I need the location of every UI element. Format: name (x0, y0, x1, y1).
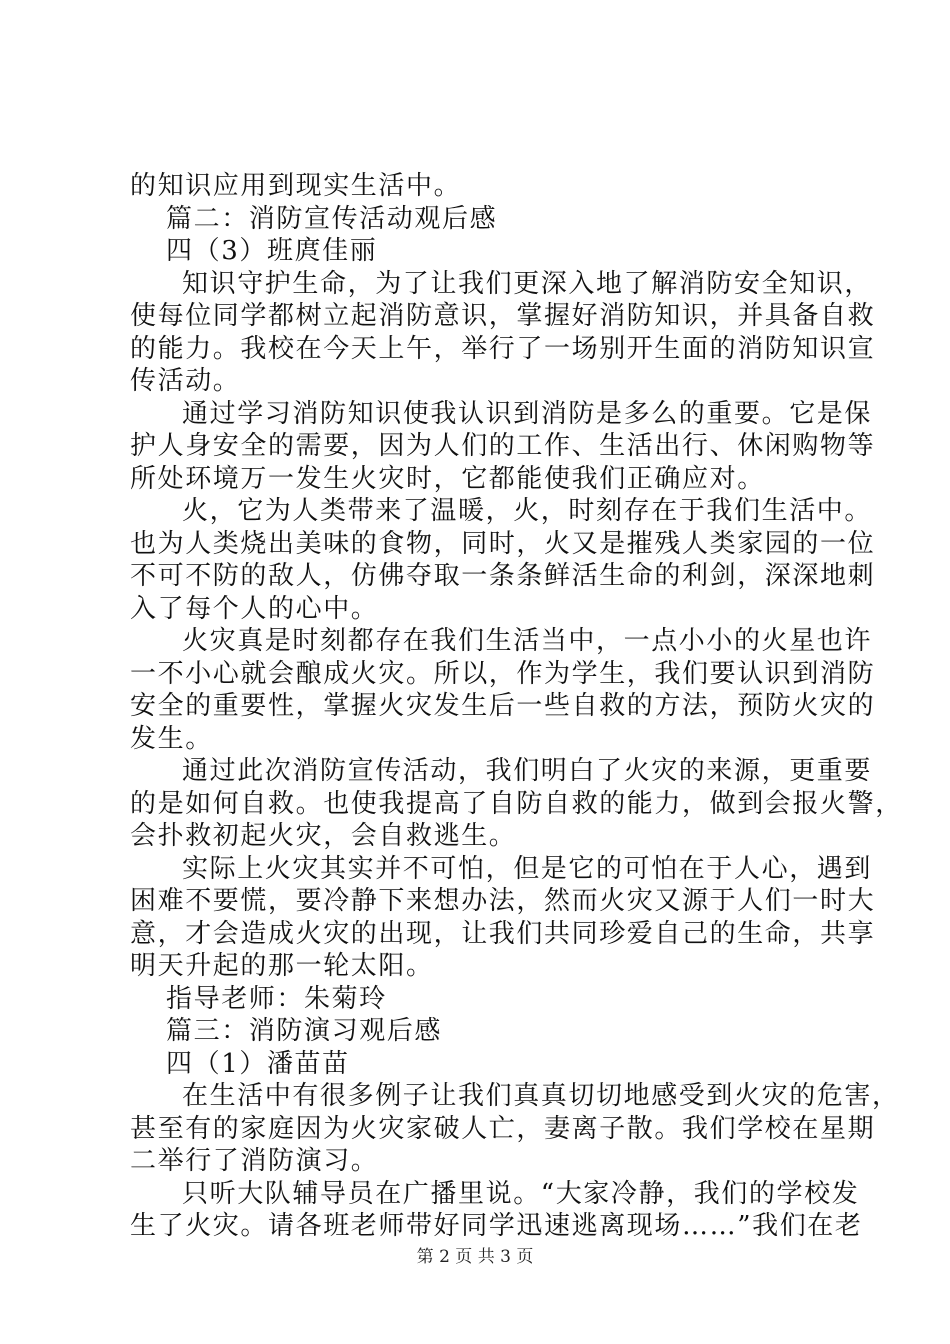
text-line: 也为人类烧出美味的食物，同时，火又是摧残人类家园的一位 (130, 528, 876, 559)
text-line: 四（1）潘苗苗 (166, 1048, 350, 1079)
text-line: 的能力。我校在今天上午，举行了一场别开生面的消防知识宣 (130, 333, 876, 364)
text-line: 通过此次消防宣传活动，我们明白了火灾的来源，更重要 (182, 756, 873, 786)
text-line: 意，才会造成火灾的出现，让我们共同珍爱自己的生命，共享 (130, 918, 876, 949)
text-line: 使每位同学都树立起消防意识，掌握好消防知识，并具备自救 (130, 301, 876, 331)
text-line: 生了火灾。请各班老师带好同学迅速逃离现场……”我们在老 (130, 1211, 863, 1241)
text-line: 实际上火灾其实并不可怕，但是它的可怕在于人心，遇到 (182, 853, 873, 884)
text-line: 篇二：消防宣传活动观后感 (166, 203, 498, 234)
text-line: 火灾真是时刻都存在我们生活当中，一点小小的火星也许 (182, 626, 873, 656)
document-body (130, 170, 903, 1243)
text-line: 四（3）班庹佳丽 (166, 236, 378, 266)
page-footer: 第 2 页 共 3 页 (416, 1247, 534, 1267)
text-line: 只听大队辅导员在广播里说。“大家冷静，我们的学校发 (182, 1178, 860, 1209)
text-line: 安全的重要性，掌握火灾发生后一些自救的方法，预防火灾的 (130, 691, 876, 721)
text-line: 火，它为人类带来了温暖，火，时刻存在于我们生活中。 (182, 496, 873, 526)
text-line: 指导老师：朱菊玲 (166, 983, 387, 1014)
text-line: 一不小心就会酿成火灾。所以，作为学生，我们要认识到消防 (130, 658, 876, 689)
text-line: 在生活中有很多例子让我们真真切切地感受到火灾的危害， (182, 1081, 900, 1111)
text-line: 篇三：消防演习观后感 (166, 1016, 443, 1046)
text-line: 入了每个人的心中。 (130, 593, 379, 624)
text-line: 不可不防的敌人，仿佛夺取一条条鲜活生命的利剑，深深地刺 (130, 561, 876, 591)
text-line: 传活动。 (130, 366, 241, 396)
text-line: 所处环境万一发生火灾时，它都能使我们正确应对。 (130, 463, 765, 494)
text-line: 困难不要慌，要冷静下来想办法，然而火灾又源于人们一时大 (130, 886, 876, 916)
text-line: 发生。 (130, 723, 213, 754)
text-line: 通过学习消防知识使我认识到消防是多么的重要。它是保 (182, 398, 873, 429)
text-line: 的知识应用到现实生活中。 (130, 171, 462, 201)
text-line: 护人身安全的需要，因为人们的工作、生活出行、休闲购物等 (130, 431, 876, 461)
text-line: 会扑救初起火灾，会自救逃生。 (130, 821, 517, 851)
text-line: 的是如何自救。也使我提高了自防自救的能力，做到会报火警， (130, 788, 903, 819)
text-line: 知识守护生命，为了让我们更深入地了解消防安全知识， (182, 268, 873, 299)
text-line: 甚至有的家庭因为火灾家破人亡，妻离子散。我们学校在星期 (130, 1113, 876, 1144)
text-line: 明天升起的那一轮太阳。 (130, 951, 434, 981)
text-line: 二举行了消防演习。 (130, 1146, 379, 1176)
